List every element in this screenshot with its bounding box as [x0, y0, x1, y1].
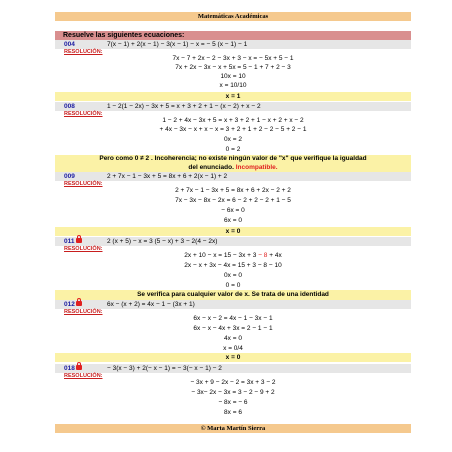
solution-step: 6x − x − 4x + 3x = 2 − 1 − 1	[193, 325, 273, 332]
exercise-number-text: 011	[64, 238, 75, 245]
exercise-row	[55, 40, 411, 49]
solution-step: x = 0/4	[223, 345, 243, 352]
exercise-equation: − 3(x − 3) + 2(− x − 1) = − 3(− x − 1) − 2	[107, 365, 222, 372]
exercise-equation: 1 − 2(1 − 2x) − 3x + 5 = x + 3 + 2 + 1 − (x − 2) + x − 2	[107, 103, 261, 110]
solution-step: 7x − 3x − 8x − 2x = 6 − 2 + 2 − 2 + 1 − 5	[175, 197, 291, 204]
exercise-number: 004	[64, 41, 75, 48]
solution-step: 6x − x − 2 = 4x − 1 − 3x − 1	[193, 315, 273, 322]
resolution-label: RESOLUCIÓN:	[64, 373, 103, 379]
solution-step: 2x − x + 3x − 4x = 15 + 3 − 8 − 10	[184, 262, 282, 269]
solution-step: x = 10/10	[219, 82, 247, 89]
exercise-number	[64, 300, 82, 309]
instructions-heading: Resuelve las siguientes ecuaciones:	[55, 31, 411, 40]
solution-step: 6x = 0	[224, 217, 242, 224]
lock-icon	[76, 301, 82, 306]
resolution-label: RESOLUCIÓN:	[64, 111, 103, 117]
solution-step: + 4x − 3x − x + x − x = 3 + 2 + 1 + 2 − 2 − 5 + 2 − 1	[159, 126, 307, 133]
highlighted-term: − 8	[258, 252, 268, 259]
incompatible-note	[55, 155, 411, 172]
solution-step: 7x + 2x − 3x − x + 5x = 5 − 1 + 7 + 2 − 3	[175, 64, 291, 71]
exercise-number: 009	[64, 173, 75, 180]
solution-step: 0x = 0	[224, 272, 242, 279]
solution-step: 2x + 10 − x = 15 − 3x + 3 − 8 + 4x	[184, 252, 282, 259]
exercise-row	[55, 172, 411, 181]
exercise-equation: 2 + 7x − 1 − 3x + 5 = 8x + 6 + 2(x − 1) + 2	[107, 173, 228, 180]
answer-bar: x = 0	[55, 353, 411, 362]
exercise-number-text: 012	[64, 301, 75, 308]
document-header: Matemáticas Académicas	[55, 12, 411, 21]
note-line	[55, 164, 411, 173]
resolution-label: RESOLUCIÓN:	[64, 49, 103, 55]
solution-step: − 6x = 0	[221, 207, 245, 214]
solution-step: 10x = 10	[220, 73, 246, 80]
solution-step: 7x − 7 + 2x − 2 − 3x + 3 − x = − 5x + 5 − 1	[172, 55, 294, 62]
exercise-number	[64, 237, 82, 246]
exercise-row	[55, 364, 411, 373]
solution-step: − 8x = − 6	[218, 399, 248, 406]
lock-icon	[76, 238, 82, 243]
answer-bar: x = 1	[55, 92, 411, 101]
solution-step: 0x = 2	[224, 136, 242, 143]
exercise-equation: 7(x − 1) + 2(x − 1) − 3(x − 1) − x = − 5 (x − 1) − 1	[107, 41, 248, 48]
solution-step: 4x = 0	[224, 335, 242, 342]
exercise-number: 008	[64, 103, 75, 110]
exercise-row	[55, 102, 411, 111]
note-text: del enunciado.	[188, 163, 234, 171]
exercise-number	[64, 364, 82, 373]
solution-step: 0 = 0	[225, 282, 241, 289]
solution-step: 1 − 2 + 4x − 3x + 5 = x + 3 + 2 + 1 − x + 2 + x − 2	[162, 117, 304, 124]
resolution-label: RESOLUCIÓN:	[64, 181, 103, 187]
exercise-equation: 2 (x + 5) − x = 3 (5 − x) + 3 − 2(4 − 2x)	[107, 238, 218, 245]
identity-note: Se verifica para cualquier valor de x. Se trata de una identidad	[55, 290, 411, 300]
solution-step: − 3x + 9 − 2x − 2 = 3x + 3 − 2	[190, 379, 276, 386]
exercise-row	[55, 237, 411, 246]
incompatible-label: Incompatible.	[235, 163, 278, 171]
answer-bar: x = 0	[55, 227, 411, 236]
exercise-row	[55, 300, 411, 309]
resolution-label: RESOLUCIÓN:	[64, 309, 103, 315]
lock-icon	[76, 365, 82, 370]
exercise-equation: 6x − (x + 2) = 4x − 1 − (3x + 1)	[107, 301, 195, 308]
note-line: Pero como 0 ≠ 2 . Incoherencia; no existe ningún valor de "x" que verifique la igualdad	[99, 155, 367, 162]
document-footer: © Marta Martín Sierra	[55, 424, 411, 433]
solution-step: − 3x− 2x − 3x = 3 − 2 − 9 + 2	[191, 389, 275, 396]
exercise-number-text: 018	[64, 365, 75, 372]
solution-step: 8x = 6	[224, 409, 242, 416]
resolution-label: RESOLUCIÓN:	[64, 246, 103, 252]
solution-step: 0 = 2	[225, 146, 241, 153]
solution-step: 2 + 7x − 1 − 3x + 5 = 8x + 6 + 2x − 2 + 2	[175, 187, 291, 194]
